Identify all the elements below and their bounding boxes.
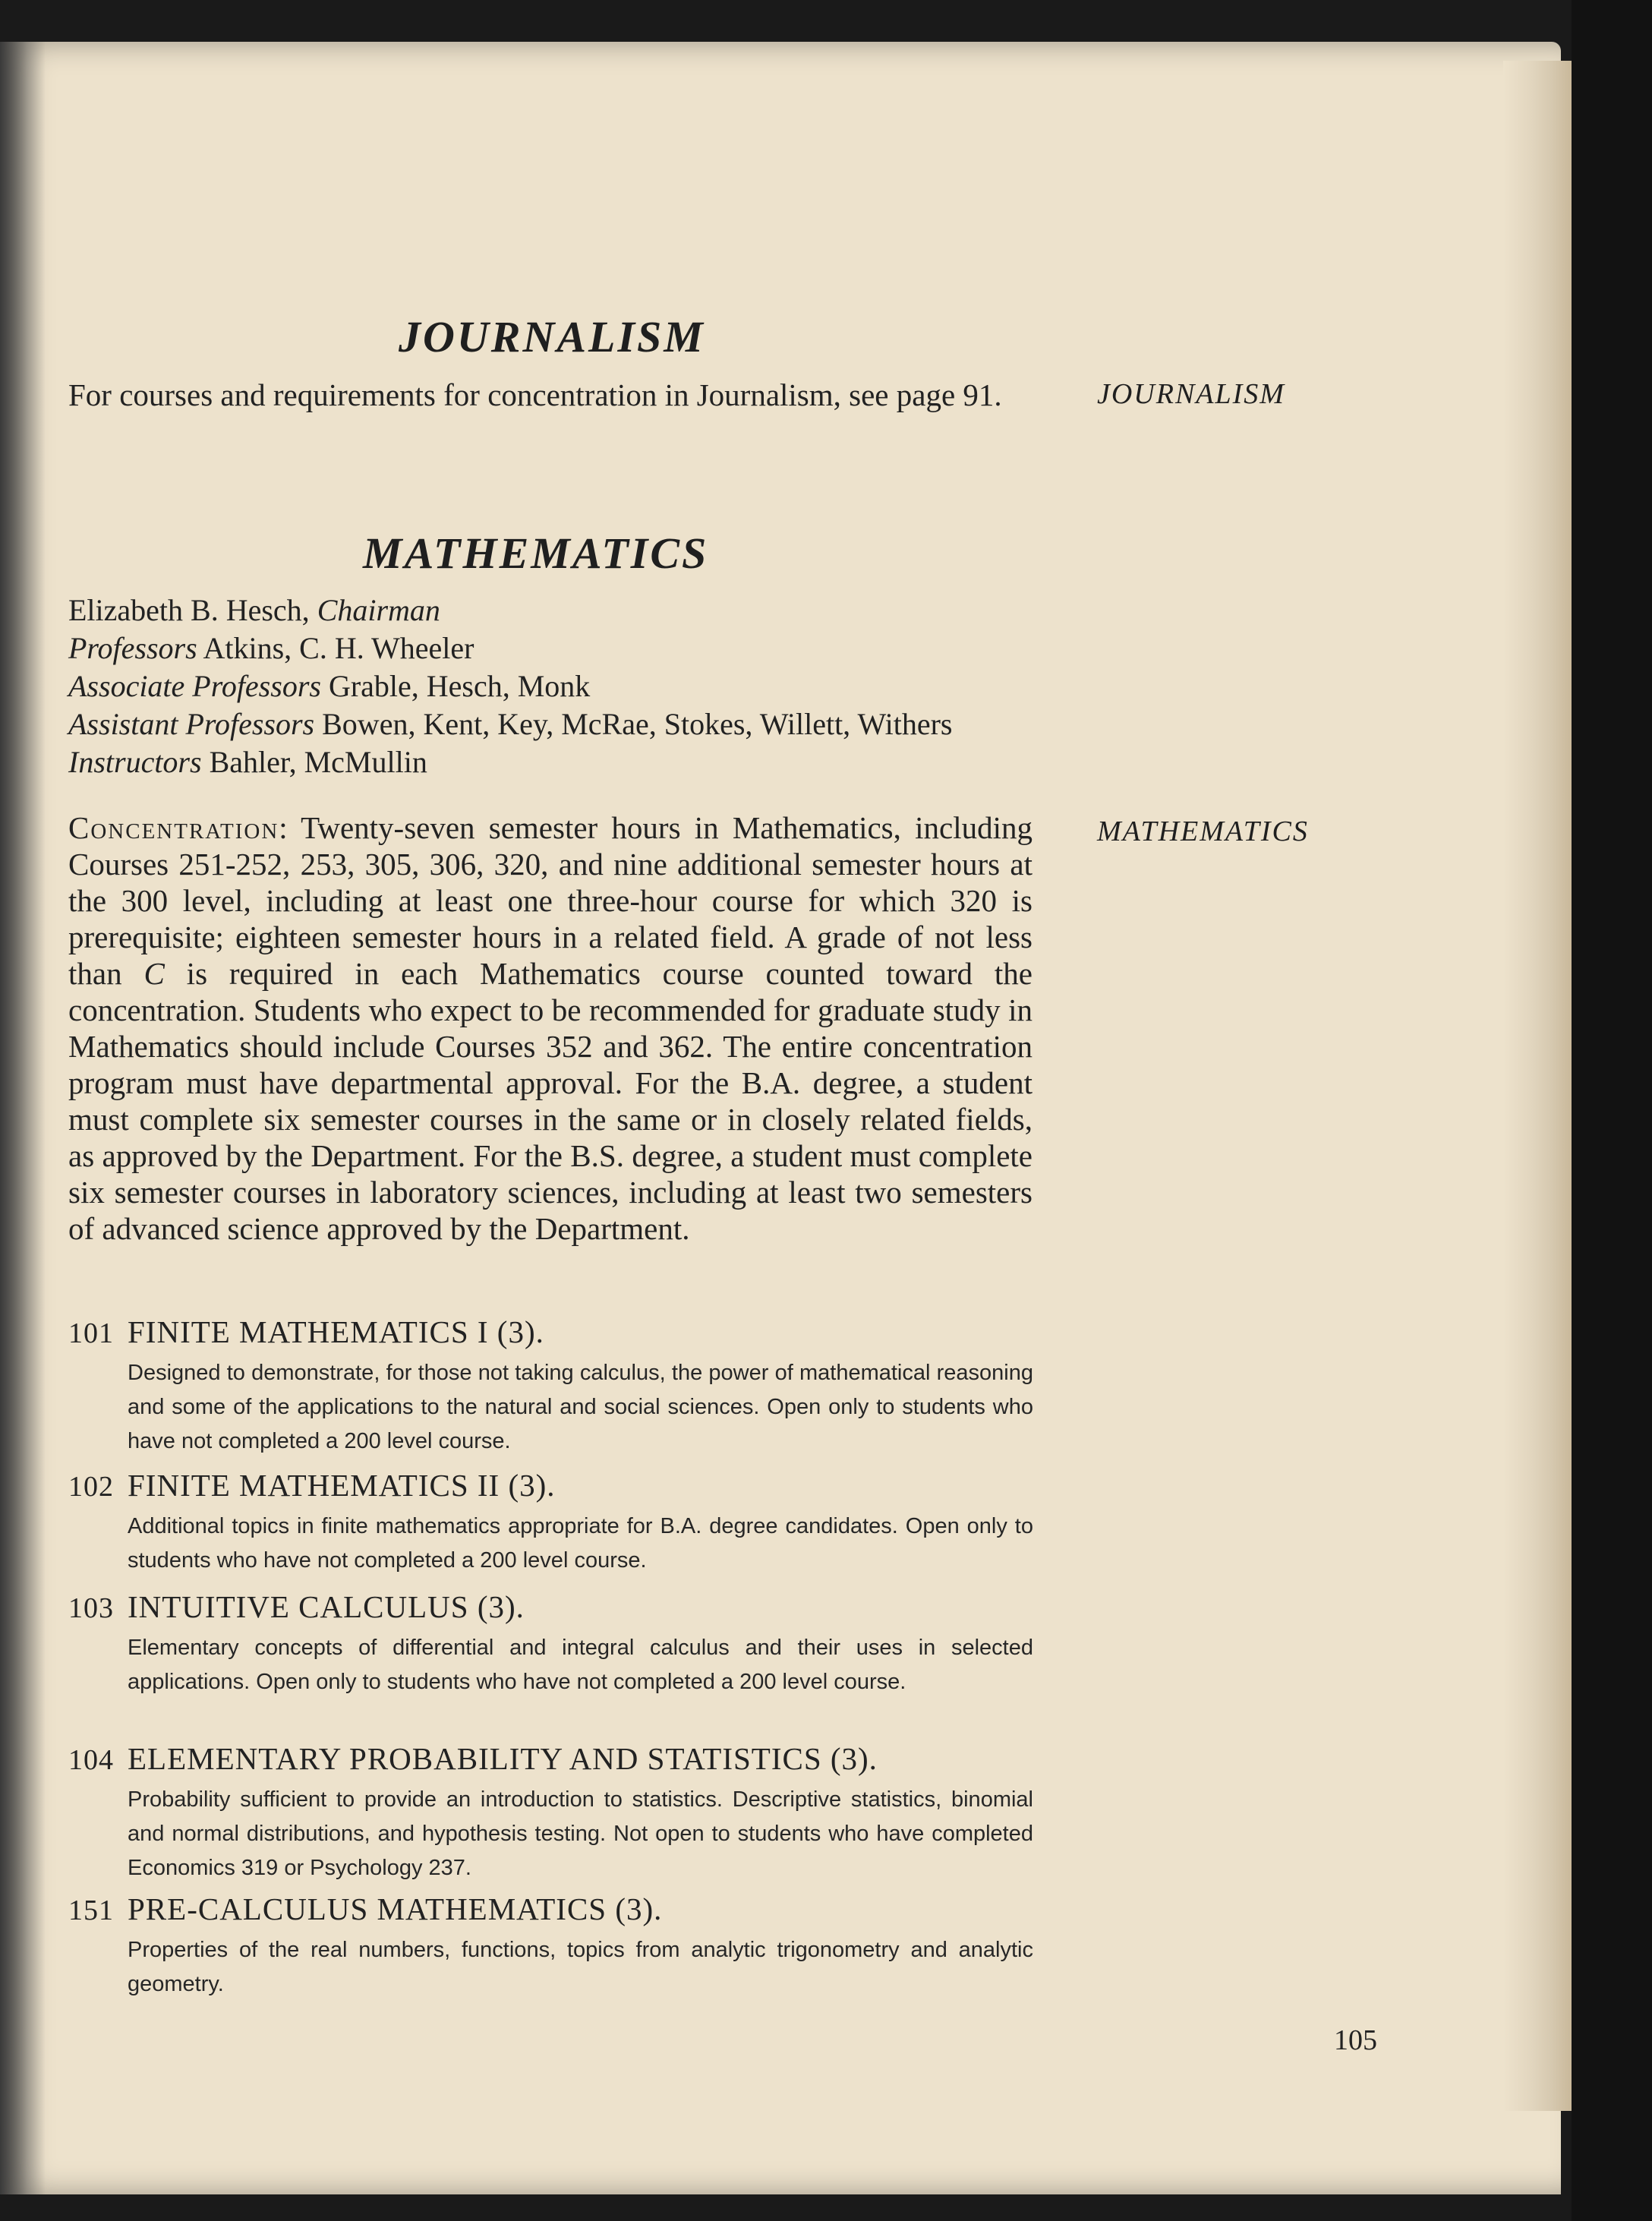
- course-heading: [68, 1467, 556, 1503]
- journalism-body: For courses and requirements for concentration in Journalism, see page 91.: [68, 377, 1002, 412]
- course-title: ELEMENTARY PROBABILITY AND STATISTICS (3).: [128, 1741, 878, 1776]
- staff-chairman: [68, 592, 440, 628]
- staff-names: Grable, Hesch, Monk: [328, 669, 591, 703]
- course-number: 151: [68, 1894, 114, 1926]
- course-title: FINITE MATHEMATICS I (3).: [128, 1314, 544, 1349]
- staff-role: Assistant Professors: [68, 707, 315, 741]
- mathematics-heading: MATHEMATICS: [363, 528, 709, 578]
- course-heading: [68, 1314, 544, 1350]
- staff-role: Instructors: [68, 745, 202, 779]
- spine-shadow: [0, 42, 46, 2194]
- course-description: Designed to demonstrate, for those not taking calculus, the power of mathematical reasoning and some of the applications to the natural and social sciences. Open only to students who have not completed a 200 level course.: [128, 1361, 1033, 1453]
- course-heading: [68, 1740, 878, 1777]
- staff-instructors: [68, 744, 427, 780]
- course-heading: [68, 1891, 662, 1927]
- staff-role: Professors: [68, 631, 197, 665]
- course-description: Elementary concepts of differential and integral calculus and their uses in selected applications. Open only to students who have not completed a 200 level course.: [128, 1636, 1033, 1694]
- staff-names: Bahler, McMullin: [209, 745, 427, 779]
- concentration-text-1: : Twenty-seven semester hours in Mathematics, including Courses 251-252, 253, 305, 306, 320, and nine additional semester hours at the 300 level, including at least one three-hour course for which 320 is prerequisite; eighteen semester hours in a related field. A grade of not less than: [68, 810, 1032, 991]
- staff-associate-professors: [68, 668, 590, 704]
- staff-assistant-professors: [68, 706, 952, 742]
- course-description: Additional topics in finite mathematics appropriate for B.A. degree candidates. Open only to students who have not completed a 200 level course.: [128, 1514, 1033, 1573]
- course-heading: [68, 1588, 525, 1625]
- course-number: 103: [68, 1592, 114, 1624]
- staff-name: Elizabeth B. Hesch,: [68, 593, 310, 627]
- journalism-margin-label: JOURNALISM: [1097, 378, 1285, 410]
- concentration-text-2: is required in each Mathematics course counted toward the concentration. Students who expect to be recommended for graduate study in Mathematics should include Courses 352 and 362. The entire concentration program must have departmental approval. For the B.A. degree, a student must complete six semester courses in the same or in closely related fields, as approved by the Department. For the B.S. degree, a student must complete six semester courses in laboratory sciences, including at least two semesters of advanced science approved by the Department.: [68, 956, 1032, 1246]
- background-edge: [1572, 0, 1652, 2221]
- staff-role: Chairman: [317, 593, 440, 627]
- page-stack-edge: [1503, 61, 1572, 2111]
- concentration-grade: C: [143, 956, 165, 991]
- course-description: Probability sufficient to provide an introduction to statistics. Descriptive statistics, binomial and normal distributions, and hypothesis testing. Not open to students who have completed Economics 319 or Psychology 237.: [128, 1787, 1033, 1880]
- course-title: INTUITIVE CALCULUS (3).: [128, 1589, 525, 1624]
- staff-names: Bowen, Kent, Key, McRae, Stokes, Willett, Withers: [322, 707, 953, 741]
- course-number: 101: [68, 1317, 114, 1349]
- page-number: 105: [1334, 2024, 1377, 2056]
- concentration-label: Concentration: [68, 810, 279, 845]
- course-title: PRE-CALCULUS MATHEMATICS (3).: [128, 1891, 663, 1926]
- staff-role: Associate Professors: [68, 669, 321, 703]
- mathematics-margin-label: MATHEMATICS: [1097, 816, 1309, 847]
- course-number: 104: [68, 1744, 114, 1776]
- journalism-heading: JOURNALISM: [399, 312, 705, 361]
- course-title: FINITE MATHEMATICS II (3).: [128, 1468, 556, 1503]
- concentration-paragraph: [68, 809, 1032, 1247]
- course-description: Properties of the real numbers, functions, topics from analytic trigonometry and analytic geometry.: [128, 1938, 1033, 1996]
- course-number: 102: [68, 1471, 114, 1503]
- staff-names: Atkins, C. H. Wheeler: [203, 631, 474, 665]
- staff-professors: [68, 630, 474, 666]
